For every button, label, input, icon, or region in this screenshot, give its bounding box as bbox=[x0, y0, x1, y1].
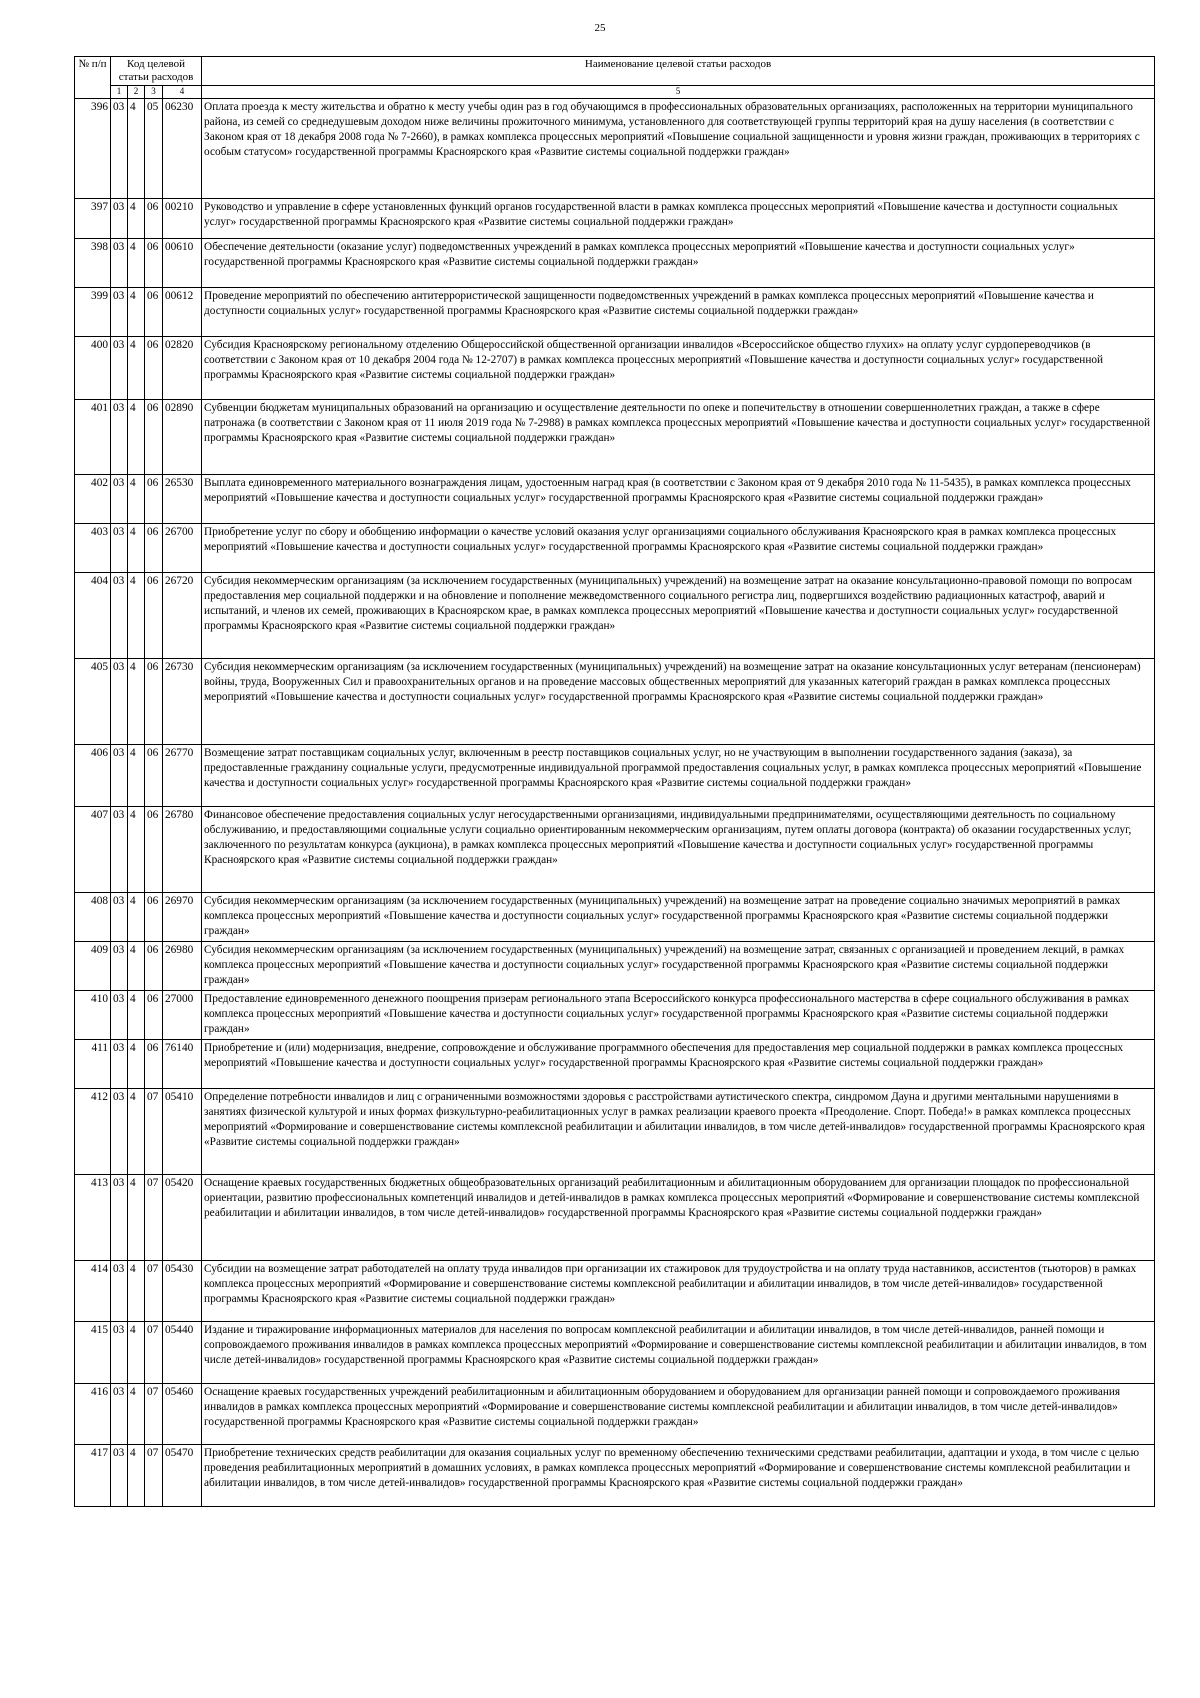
expense-name: Оплата проезда к месту жительства и обратно к месту учебы один раз в год обучающимся в профессиональных образовательных организациях, расположенных на территории муниципального района, из семей со среднедушевым доходом ниже величины прожиточного минимума, установленного для соответствующей группы территорий края на душу населения (в соответствии с Законом края от 18 декабря 2008 года № 7-2660), в рамках комплекса процессных мероприятий «Повышение социальной защищенности и уровня жизни граждан, проживающих в территориях с особым статусом» государственной программы Красноярского края «Развитие системы социальной поддержки граждан» bbox=[202, 99, 1155, 199]
code-part-4: 05430 bbox=[163, 1261, 202, 1322]
row-number: 417 bbox=[75, 1445, 111, 1507]
target-expenditure-table bbox=[74, 56, 1155, 1507]
code-part-3: 07 bbox=[145, 1175, 163, 1261]
code-part-4: 00612 bbox=[163, 288, 202, 337]
code-part-3: 06 bbox=[145, 893, 163, 942]
table-row bbox=[75, 807, 1155, 893]
code-part-3: 06 bbox=[145, 1040, 163, 1089]
code-part-1: 03 bbox=[111, 573, 128, 659]
code-part-1: 03 bbox=[111, 1175, 128, 1261]
table-row bbox=[75, 745, 1155, 807]
code-part-1: 03 bbox=[111, 1089, 128, 1175]
row-number: 415 bbox=[75, 1322, 111, 1384]
row-number: 404 bbox=[75, 573, 111, 659]
row-number: 414 bbox=[75, 1261, 111, 1322]
code-part-4: 02890 bbox=[163, 400, 202, 475]
table-row bbox=[75, 1445, 1155, 1507]
expense-name: Субсидия некоммерческим организациям (за исключением государственных (муниципальных) учреждений) на возмещение затрат на оказание консультационно-правовой помощи по вопросам предоставления мер социальной поддержки и на обновление и пополнение межведомственного социального регистра лиц, подвергшихся воздействию радиационных катастроф, аварий и испытаний, и членов их семей, проживающих в Красноярском крае, в рамках комплекса процессных мероприятий «Повышение качества и доступности социальных услуг» государственной программы Красноярского края «Развитие системы социальной поддержки граждан» bbox=[202, 573, 1155, 659]
code-part-3: 06 bbox=[145, 337, 163, 400]
code-part-3: 06 bbox=[145, 573, 163, 659]
subheader-col-2: 2 bbox=[128, 86, 145, 99]
code-part-3: 06 bbox=[145, 475, 163, 524]
code-part-2: 4 bbox=[128, 1322, 145, 1384]
code-part-4: 26970 bbox=[163, 893, 202, 942]
table-row bbox=[75, 524, 1155, 573]
row-number: 416 bbox=[75, 1384, 111, 1445]
code-part-3: 07 bbox=[145, 1445, 163, 1507]
page-number: 25 bbox=[594, 22, 606, 34]
table-row bbox=[75, 991, 1155, 1040]
table-row bbox=[75, 475, 1155, 524]
code-part-1: 03 bbox=[111, 199, 128, 239]
code-part-2: 4 bbox=[128, 1040, 145, 1089]
table-row bbox=[75, 1089, 1155, 1175]
code-part-3: 06 bbox=[145, 400, 163, 475]
code-part-4: 26530 bbox=[163, 475, 202, 524]
code-part-4: 76140 bbox=[163, 1040, 202, 1089]
table-row bbox=[75, 239, 1155, 288]
code-part-3: 06 bbox=[145, 199, 163, 239]
expense-name: Субсидия некоммерческим организациям (за исключением государственных (муниципальных) учреждений) на возмещение затрат на оказание консультационных услуг ветеранам (пенсионерам) войны, труда, Вооруженных Сил и правоохранительных органов и на проведение массовых общественных мероприятий для указанных категорий граждан в рамках комплекса процессных мероприятий «Повышение качества и доступности социальных услуг» государственной программы Красноярского края «Развитие системы социальной поддержки граждан» bbox=[202, 659, 1155, 745]
code-part-1: 03 bbox=[111, 1322, 128, 1384]
table-row bbox=[75, 1261, 1155, 1322]
code-part-4: 05440 bbox=[163, 1322, 202, 1384]
table-row bbox=[75, 199, 1155, 239]
row-number: 402 bbox=[75, 475, 111, 524]
code-part-2: 4 bbox=[128, 659, 145, 745]
code-part-2: 4 bbox=[128, 807, 145, 893]
table-row bbox=[75, 288, 1155, 337]
code-part-2: 4 bbox=[128, 1261, 145, 1322]
code-part-1: 03 bbox=[111, 475, 128, 524]
expense-name: Руководство и управление в сфере установленных функций органов государственной власти в рамках комплекса процессных мероприятий «Повышение качества и доступности социальных услуг» государственной программы Красноярского края «Развитие системы социальной поддержки граждан» bbox=[202, 199, 1155, 239]
code-part-4: 26730 bbox=[163, 659, 202, 745]
code-part-2: 4 bbox=[128, 942, 145, 991]
row-number: 406 bbox=[75, 745, 111, 807]
code-part-2: 4 bbox=[128, 573, 145, 659]
code-part-1: 03 bbox=[111, 239, 128, 288]
subheader-col-4: 4 bbox=[163, 86, 202, 99]
expense-name: Выплата единовременного материального вознаграждения лицам, удостоенным наград края (в соответствии с Законом края от 9 декабря 2010 года № 11-5435), в рамках комплекса процессных мероприятий «Повышение качества и доступности социальных услуг» государственной программы Красноярского края «Развитие системы социальной поддержки граждан» bbox=[202, 475, 1155, 524]
code-part-3: 07 bbox=[145, 1384, 163, 1445]
subheader-col-1: 1 bbox=[111, 86, 128, 99]
code-part-3: 06 bbox=[145, 807, 163, 893]
row-number: 413 bbox=[75, 1175, 111, 1261]
row-number: 403 bbox=[75, 524, 111, 573]
expense-name: Субсидии на возмещение затрат работодателей на оплату труда инвалидов при организации их стажировок для трудоустройства и на оплату труда наставников, ассистентов (тьюторов) в рамках комплекса процессных мероприятий «Формирование и совершенствование системы комплексной реабилитации и абилитации инвалидов, в том числе детей-инвалидов» государственной программы Красноярского края «Развитие системы социальной поддержки граждан» bbox=[202, 1261, 1155, 1322]
code-part-1: 03 bbox=[111, 400, 128, 475]
code-part-2: 4 bbox=[128, 199, 145, 239]
code-part-4: 00210 bbox=[163, 199, 202, 239]
code-part-3: 06 bbox=[145, 288, 163, 337]
code-part-3: 06 bbox=[145, 942, 163, 991]
row-number: 410 bbox=[75, 991, 111, 1040]
code-part-3: 06 bbox=[145, 659, 163, 745]
row-number: 397 bbox=[75, 199, 111, 239]
code-part-1: 03 bbox=[111, 337, 128, 400]
code-part-2: 4 bbox=[128, 1175, 145, 1261]
code-part-3: 06 bbox=[145, 524, 163, 573]
subheader-col-3: 3 bbox=[145, 86, 163, 99]
code-part-4: 26780 bbox=[163, 807, 202, 893]
code-part-2: 4 bbox=[128, 475, 145, 524]
code-part-4: 05470 bbox=[163, 1445, 202, 1507]
code-part-1: 03 bbox=[111, 893, 128, 942]
code-part-1: 03 bbox=[111, 288, 128, 337]
code-part-1: 03 bbox=[111, 942, 128, 991]
code-part-2: 4 bbox=[128, 893, 145, 942]
code-part-3: 07 bbox=[145, 1261, 163, 1322]
code-part-3: 06 bbox=[145, 239, 163, 288]
row-number: 409 bbox=[75, 942, 111, 991]
table-row bbox=[75, 1384, 1155, 1445]
table-row bbox=[75, 573, 1155, 659]
expense-name: Субвенции бюджетам муниципальных образований на организацию и осуществление деятельности по опеке и попечительству в отношении совершеннолетних граждан, а также в сфере патронажа (в соответствии с Законом края от 11 июля 2019 года № 7-2988) в рамках комплекса процессных мероприятий «Повышение качества и доступности социальных услуг» государственной программы Красноярского края «Развитие системы социальной поддержки граждан» bbox=[202, 400, 1155, 475]
code-part-3: 07 bbox=[145, 1089, 163, 1175]
code-part-4: 05410 bbox=[163, 1089, 202, 1175]
code-part-3: 05 bbox=[145, 99, 163, 199]
expense-name: Субсидия некоммерческим организациям (за исключением государственных (муниципальных) учреждений) на возмещение затрат на проведение социально значимых мероприятий в рамках комплекса процессных мероприятий «Повышение качества и доступности социальных услуг» государственной программы Красноярского края «Развитие системы социальной поддержки граждан» bbox=[202, 893, 1155, 942]
expense-name: Финансовое обеспечение предоставления социальных услуг негосударственными организациями, индивидуальными предпринимателями, осуществляющими деятельность по социальному обслуживанию, и предоставляющими социальные услуги социально ориентированным некоммерческим организациям, путем оплаты договора (контракта) об оказании государственных услуг, заключенного по результатам конкурса (аукциона), в рамках комплекса процессных мероприятий «Повышение качества и доступности социальных услуг» государственной программы Красноярского края «Развитие системы социальной поддержки граждан» bbox=[202, 807, 1155, 893]
code-part-2: 4 bbox=[128, 239, 145, 288]
code-part-2: 4 bbox=[128, 99, 145, 199]
expense-name: Субсидия Красноярскому региональному отделению Общероссийской общественной организации инвалидов «Всероссийское общество глухих» на оплату услуг сурдопереводчиков (в соответствии с Законом края от 10 декабря 2004 года № 12-2707) в рамках комплекса процессных мероприятий «Повышение качества и доступности социальных услуг» государственной программы Красноярского края «Развитие системы социальной поддержки граждан» bbox=[202, 337, 1155, 400]
code-part-2: 4 bbox=[128, 288, 145, 337]
expense-name: Субсидия некоммерческим организациям (за исключением государственных (муниципальных) учреждений) на возмещение затрат, связанных с организацией и проведением лекций, в рамках комплекса процессных мероприятий «Повышение качества и доступности социальных услуг» государственной программы Красноярского края «Развитие системы социальной поддержки граждан» bbox=[202, 942, 1155, 991]
expense-name: Обеспечение деятельности (оказание услуг) подведомственных учреждений в рамках комплекса процессных мероприятий «Повышение качества и доступности социальных услуг» государственной программы Красноярского края «Развитие системы социальной поддержки граждан» bbox=[202, 239, 1155, 288]
header-name: Наименование целевой статьи расходов bbox=[202, 57, 1155, 86]
expense-name: Приобретение и (или) модернизация, внедрение, сопровождение и обслуживание программного обеспечения для предоставления мер социальной поддержки в рамках комплекса процессных мероприятий «Повышение качества и доступности социальных услуг» государственной программы Красноярского края «Развитие системы социальной поддержки граждан» bbox=[202, 1040, 1155, 1089]
code-part-1: 03 bbox=[111, 1040, 128, 1089]
code-part-4: 06230 bbox=[163, 99, 202, 199]
code-part-1: 03 bbox=[111, 807, 128, 893]
expense-name: Определение потребности инвалидов и лиц с ограниченными возможностями здоровья с расстройствами аутистического спектра, синдромом Дауна и другими ментальными нарушениями в занятиях физической культурой и иных формах физкультурно-реабилитационных услуг в рамках реализации краевого проекта «Преодоление. Спорт. Победа!» в рамках комплекса процессных мероприятий «Формирование и совершенствование системы комплексной реабилитации и абилитации инвалидов, в том числе детей-инвалидов» государственной программы Красноярского края «Развитие системы социальной поддержки граждан» bbox=[202, 1089, 1155, 1175]
table-row bbox=[75, 337, 1155, 400]
table-row bbox=[75, 400, 1155, 475]
code-part-1: 03 bbox=[111, 1261, 128, 1322]
row-number: 400 bbox=[75, 337, 111, 400]
code-part-2: 4 bbox=[128, 745, 145, 807]
row-number: 399 bbox=[75, 288, 111, 337]
expense-name: Оснащение краевых государственных учреждений реабилитационным и абилитационным оборудованием и оборудованием для организации ранней помощи и сопровождаемого проживания инвалидов в рамках комплекса процессных мероприятий «Формирование и совершенствование системы комплексной реабилитации и абилитации инвалидов, в том числе детей-инвалидов» государственной программы Красноярского края «Развитие системы социальной поддержки граждан» bbox=[202, 1384, 1155, 1445]
table-row bbox=[75, 99, 1155, 199]
table-subheader-row bbox=[75, 86, 1155, 99]
header-code: Код целевой статьи расходов bbox=[111, 57, 202, 86]
code-part-2: 4 bbox=[128, 400, 145, 475]
code-part-1: 03 bbox=[111, 99, 128, 199]
expense-name: Возмещение затрат поставщикам социальных услуг, включенным в реестр поставщиков социальных услуг, но не участвующим в выполнении государственного задания (заказа), за предоставленные гражданину социальные услуги, предусмотренные индивидуальной программой предоставления социальных услуг, в рамках комплекса процессных мероприятий «Повышение качества и доступности социальных услуг» государственной программы Красноярского края «Развитие системы социальной поддержки граждан» bbox=[202, 745, 1155, 807]
row-number: 398 bbox=[75, 239, 111, 288]
expense-name: Предоставление единовременного денежного поощрения призерам регионального этапа Всероссийского конкурса профессионального мастерства в сфере социального обслуживания в рамках комплекса процессных мероприятий «Повышение качества и доступности социальных услуг» государственной программы Красноярского края «Развитие системы социальной поддержки граждан» bbox=[202, 991, 1155, 1040]
row-number: 407 bbox=[75, 807, 111, 893]
expense-name: Оснащение краевых государственных бюджетных общеобразовательных организаций реабилитационным и абилитационным оборудованием для организации площадок по профессиональной ориентации, развитию профессиональных компетенций инвалидов и детей-инвалидов в рамках комплекса процессных мероприятий «Формирование и совершенствование системы комплексной реабилитации и абилитации инвалидов, в том числе детей-инвалидов» государственной программы Красноярского края «Развитие системы социальной поддержки граждан» bbox=[202, 1175, 1155, 1261]
code-part-1: 03 bbox=[111, 991, 128, 1040]
table-row bbox=[75, 893, 1155, 942]
subheader-col-5: 5 bbox=[202, 86, 1155, 99]
row-number: 396 bbox=[75, 99, 111, 199]
code-part-3: 06 bbox=[145, 745, 163, 807]
expense-name: Приобретение технических средств реабилитации для оказания социальных услуг по временному обеспечению техническими средствами реабилитации, адаптации и ухода, в том числе с целью проведения реабилитационных мероприятий в домашних условиях, в рамках комплекса процессных мероприятий «Формирование и совершенствование системы комплексной реабилитации и абилитации инвалидов, в том числе детей-инвалидов» государственной программы Красноярского края «Развитие системы социальной поддержки граждан» bbox=[202, 1445, 1155, 1507]
code-part-1: 03 bbox=[111, 1384, 128, 1445]
code-part-4: 05460 bbox=[163, 1384, 202, 1445]
code-part-1: 03 bbox=[111, 524, 128, 573]
code-part-4: 02820 bbox=[163, 337, 202, 400]
code-part-3: 07 bbox=[145, 1322, 163, 1384]
table-body bbox=[75, 99, 1155, 1507]
code-part-2: 4 bbox=[128, 991, 145, 1040]
code-part-2: 4 bbox=[128, 1384, 145, 1445]
expense-name: Проведение мероприятий по обеспечению антитеррористической защищенности подведомственных учреждений в рамках комплекса процессных мероприятий «Повышение качества и доступности социальных услуг» государственной программы Красноярского края «Развитие системы социальной поддержки граждан» bbox=[202, 288, 1155, 337]
code-part-4: 27000 bbox=[163, 991, 202, 1040]
table-row bbox=[75, 942, 1155, 991]
code-part-2: 4 bbox=[128, 1089, 145, 1175]
expense-name: Приобретение услуг по сбору и обобщению информации о качестве условий оказания услуг организациями социального обслуживания Красноярского края в рамках комплекса процессных мероприятий «Повышение качества и доступности социальных услуг» государственной программы Красноярского края «Развитие системы социальной поддержки граждан» bbox=[202, 524, 1155, 573]
code-part-1: 03 bbox=[111, 745, 128, 807]
code-part-4: 26720 bbox=[163, 573, 202, 659]
code-part-4: 26980 bbox=[163, 942, 202, 991]
row-number: 408 bbox=[75, 893, 111, 942]
row-number: 412 bbox=[75, 1089, 111, 1175]
code-part-4: 26770 bbox=[163, 745, 202, 807]
code-part-4: 26700 bbox=[163, 524, 202, 573]
table-row bbox=[75, 1322, 1155, 1384]
code-part-1: 03 bbox=[111, 659, 128, 745]
table-row bbox=[75, 1175, 1155, 1261]
code-part-4: 00610 bbox=[163, 239, 202, 288]
code-part-2: 4 bbox=[128, 1445, 145, 1507]
row-number: 411 bbox=[75, 1040, 111, 1089]
code-part-3: 06 bbox=[145, 991, 163, 1040]
code-part-2: 4 bbox=[128, 524, 145, 573]
code-part-2: 4 bbox=[128, 337, 145, 400]
header-num: № п/п bbox=[75, 57, 111, 99]
table-row bbox=[75, 659, 1155, 745]
code-part-1: 03 bbox=[111, 1445, 128, 1507]
row-number: 401 bbox=[75, 400, 111, 475]
expense-name: Издание и тиражирование информационных материалов для населения по вопросам комплексной реабилитации и абилитации инвалидов, в том числе детей-инвалидов, ранней помощи и сопровождаемого проживания инвалидов в рамках комплекса процессных мероприятий «Формирование и совершенствование системы комплексной реабилитации и абилитации инвалидов, в том числе детей-инвалидов» государственной программы Красноярского края «Развитие системы социальной поддержки граждан» bbox=[202, 1322, 1155, 1384]
row-number: 405 bbox=[75, 659, 111, 745]
code-part-4: 05420 bbox=[163, 1175, 202, 1261]
table-header-row bbox=[75, 57, 1155, 86]
table-row bbox=[75, 1040, 1155, 1089]
